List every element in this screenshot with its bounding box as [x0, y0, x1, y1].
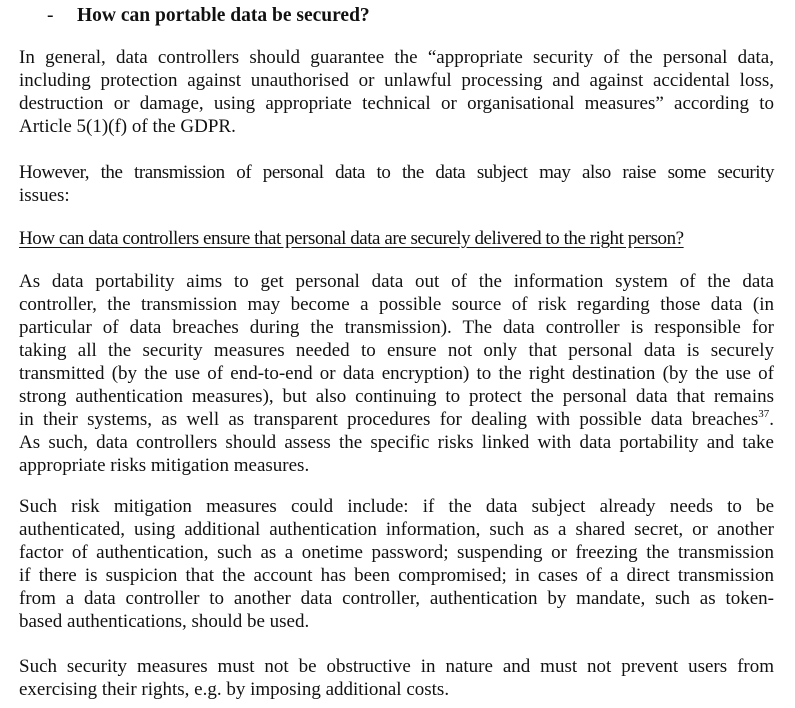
text-line: strong authentication measures), but also continuing to protect the personal data that remains [19, 386, 774, 407]
text-line: if there is suspicion that the account has been compromised; in cases of a direct transmission [19, 565, 774, 586]
text-line: Article 5(1)(f) of the GDPR. [19, 116, 236, 137]
paragraph-non-obstructive [19, 655, 774, 701]
text-line-body: in their systems, as well as transparent procedures for dealing with possible data breaches [19, 409, 759, 430]
text-line: taking all the security measures needed to ensure not only that personal data is securely [19, 340, 774, 361]
paragraph-gdpr-security [19, 46, 774, 138]
text-line: transmitted (by the use of end-to-end or data encryption) to the right destination (by the use of [19, 363, 774, 384]
footnote-reference[interactable]: 37 [758, 408, 770, 420]
text-line: In general, data controllers should guarantee the “appropriate security of the personal data, [19, 47, 774, 68]
text-line: including protection against unauthorised or unlawful processing and against accidental loss, [19, 70, 774, 91]
text-line: However, the transmission of personal data to the data subject may also raise some security [19, 162, 774, 183]
text-line: As such, data controllers should assess the specific risks linked with data portability and take [19, 432, 774, 453]
text-line: controller, the transmission may become a possible source of risk regarding those data (in [19, 294, 774, 315]
section-heading-text: How can portable data be secured? [77, 5, 370, 26]
text-line: exercising their rights, e.g. by imposing additional costs. [19, 679, 450, 700]
text-line: destruction or damage, using appropriate technical or organisational measures” according to [19, 93, 774, 114]
bullet-dash: - [47, 5, 54, 26]
text-line: appropriate risks mitigation measures. [19, 455, 310, 476]
paragraph-risk-mitigation [19, 495, 774, 633]
section-heading [47, 4, 370, 28]
text-line: issues: [19, 185, 70, 206]
text-line: particular of data breaches during the transmission). The data controller is responsible for [19, 317, 774, 338]
text-line: from a data controller to another data controller, authentication by mandate, such as token- [19, 588, 774, 609]
text-line: factor of authentication, such as a onetime password; suspending or freezing the transmission [19, 542, 774, 563]
text-line: authenticated, using additional authentication information, such as a shared secret, or another [19, 519, 774, 540]
text-line: Such security measures must not be obstructive in nature and must not prevent users from [19, 656, 774, 677]
paragraph-portability-risks [19, 270, 774, 477]
footnote-suffix: . [769, 409, 774, 430]
text-line: As data portability aims to get personal data out of the information system of the data [19, 271, 774, 292]
text-line: based authentications, should be used. [19, 611, 310, 632]
text-line-with-footnote [19, 408, 774, 431]
text-line: Such risk mitigation measures could include: if the data subject already needs to be [19, 496, 774, 517]
sub-heading-secure-delivery: How can data controllers ensure that personal data are securely delivered to the right person? [19, 228, 684, 249]
paragraph-transmission-issues [19, 161, 774, 207]
